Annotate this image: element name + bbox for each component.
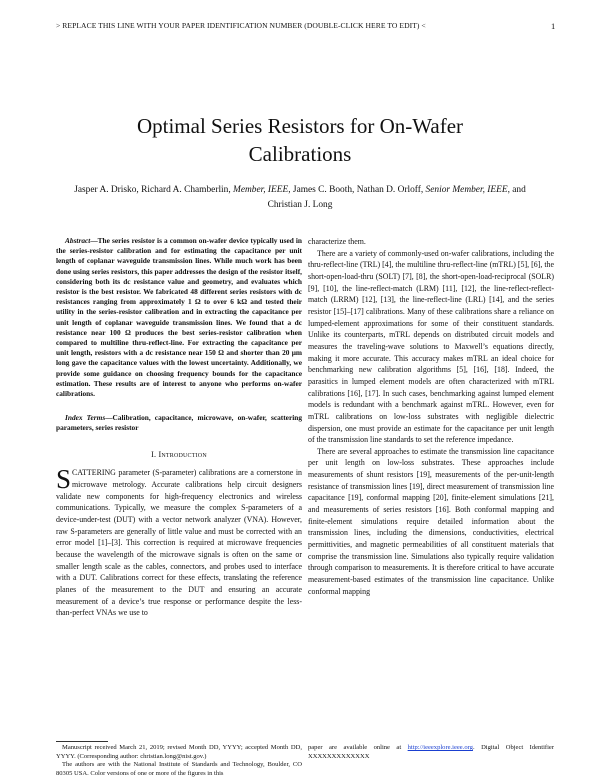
author-list — [56, 183, 544, 213]
footnote-left — [56, 744, 302, 778]
footnote-right — [308, 744, 554, 761]
abstract — [56, 236, 302, 399]
footnote-doi-text: . Digital Object Identifier XXXXXXXXXXXXX — [308, 744, 554, 760]
paper-id-header: > REPLACE THIS LINE WITH YOUR PAPER IDENTIFICATION NUMBER (DOUBLE-CLICK HERE TO EDIT) < — [56, 21, 426, 30]
author-membership-senior: Senior Member, IEEE — [425, 185, 508, 195]
abstract-text: —The series resistor is a common on-wafer device typically used in the series-resistor calibration and for estimating the capacitance per unit length of coplanar waveguide transmission lines. While much work has been done using series resistors, this paper addresses the design of the resistor itself, considering both its dc resistance value and geometry, and evaluates which resistor is the best resistor. We fabricated 48 different series resistors with dc resistances ranging from approximately 1 Ω to over 6 kΩ and tested their utility in the series-resistor calibration and in extracting the capacitance per unit length of coplanar waveguide transmission lines. We found that a dc resistance near 100 Ω produces the best series-resistor calibration when compared to multiline thru-reflect-line. For extracting the capacitance per unit length, resistors with a dc resistance near 150 Ω and shorter than 20 μm long gave the capacitance values with the lowest uncertainty. Additionally, we provide some guidance on choosing frequency bounds for the capacitance estimation. These results are of interest to anyone who performs on-wafer calibrations. — [56, 236, 302, 399]
authors-text-3: , and Christian J. Long — [267, 185, 526, 210]
footnote-affiliation: The authors are with the National Institute of Standards and Technology, Boulder, CO 80305 USA. Color versions of one or more of the figures in this — [56, 761, 302, 777]
ieeexplore-link[interactable]: http://ieeexplore.ieee.org — [407, 744, 473, 751]
footnote-online-availability — [308, 744, 554, 761]
footnote-manuscript: Manuscript received March 21, 2019; revised Month DD, YYYY; accepted Month DD, YYYY. (Corresponding author: christian.long@nist.gov.) — [56, 744, 302, 760]
left-column — [56, 236, 302, 619]
index-terms — [56, 413, 302, 433]
footnote-rule — [56, 741, 108, 742]
title-line-1: Optimal Series Resistors for On-Wafer — [136, 114, 464, 138]
abstract-label: Abstract — [65, 236, 91, 245]
authors-text-1: Jasper A. Drisko, Richard A. Chamberlin, — [74, 185, 234, 195]
author-membership-1: Member, IEEE — [233, 185, 289, 195]
section-heading-introduction: I. Introduction — [151, 449, 207, 459]
right-column — [308, 236, 554, 597]
authors-text-2: , James C. Booth, Nathan D. Orloff, — [288, 185, 426, 195]
title-line-2: Calibrations — [248, 142, 352, 166]
index-terms-label: Index Terms — [65, 413, 106, 423]
introduction-paragraph-2: There are a variety of commonly-used on-wafer calibrations, including the thru-reflect-line (TRL) [4], the multiline thru-reflect-line (mTRL) [5], [6], the short-open-load-thru (SOLT) [7], [8], the short-open-load-reciprocal (SOLR) [9], [10], the line-reflect-match (LRM) [11], [12], the line-reflect-reflect-match (LRRM) [12], [13], the line-reflect-line (LRL) [14], and the series resistor [15]–[17] calibrations. Many of these calibrations share a reliance on lumped-element approximations for some of their constituent standards. Unlike its counterparts, mTRL depends on distributed circuit models and measures the traveling-wave solutions to Maxwell’s equations directly, making it more accurate. This accuracy makes mTRL an ideal choice for benchmarking new calibration algorithms [5], [16], [18]. Indeed, the parasitics in lumped element models are often characterized with mTRL calibrations [16], [17]. In such cases, benchmarking against lumped element models is redundant with a benchmark against mTRL. However, even for mTRL calibrations on low-loss substrates with negligible dielectric dispersion, one must provide an estimate for the capacitance per unit length of the transmission line standards to set the reference impedance. — [308, 248, 554, 445]
footnote-online-text: paper are available online at — [308, 744, 408, 751]
index-terms-text: —Calibration, capacitance, microwave, on-wafer, scattering parameters, series resistor — [56, 413, 303, 433]
introduction-continuation: characterize them. — [308, 237, 366, 246]
page-number: 1 — [551, 21, 556, 31]
introduction-paragraph-1 — [56, 464, 302, 619]
drop-cap: S — [56, 464, 72, 495]
paper-title — [56, 112, 544, 168]
introduction-paragraph-3: There are several approaches to estimate the transmission line capacitance per unit length on low-loss substrates. These approaches include measurements of shunt resistors [19], measurements of the per-unit-length resistance of transmission lines [19], direct measurement of transmission line capacitance [19], conformal mapping [20], finite-element simulations [21], and measurements of series resistors [16]. Both conformal mapping and finite-element simulations require detailed information about the transmission lines, including the dimensions, conductivities, electrical permittivities, and magnetic permeabilities of all constituent materials that comprise the transmission line. Simulations also typically require validation through comparison to measurements. It is therefore critical to have accurate measurement-based estimates of the transmission line capacitance. Unlike conformal mapping — [308, 446, 554, 596]
introduction-text-1: CATTERING parameter (S-parameter) calibrations are a cornerstone in microwave metrology. Accurate calibrations help circuit designers validate new components for high-frequency electronics and wireless communications. Typically, we measure the complex S-parameters of a device-under-test (DUT) with a vector network analyzer (VNA). However, raw S-parameters are generally of little value and must be corrected with an error model [1]–[3]. This correction is required at microwave frequencies because the wavelength of the microwave signals is often on the same or smaller length scale as the cables, connectors, and probes used to interface with a DUT. Calibrations correct for these effects, translating the reference planes of the measurement to the DUT and ensuring an accurate measurement of a device’s true response or performance despite the less-than-perfect VNAs we use to — [56, 468, 302, 618]
